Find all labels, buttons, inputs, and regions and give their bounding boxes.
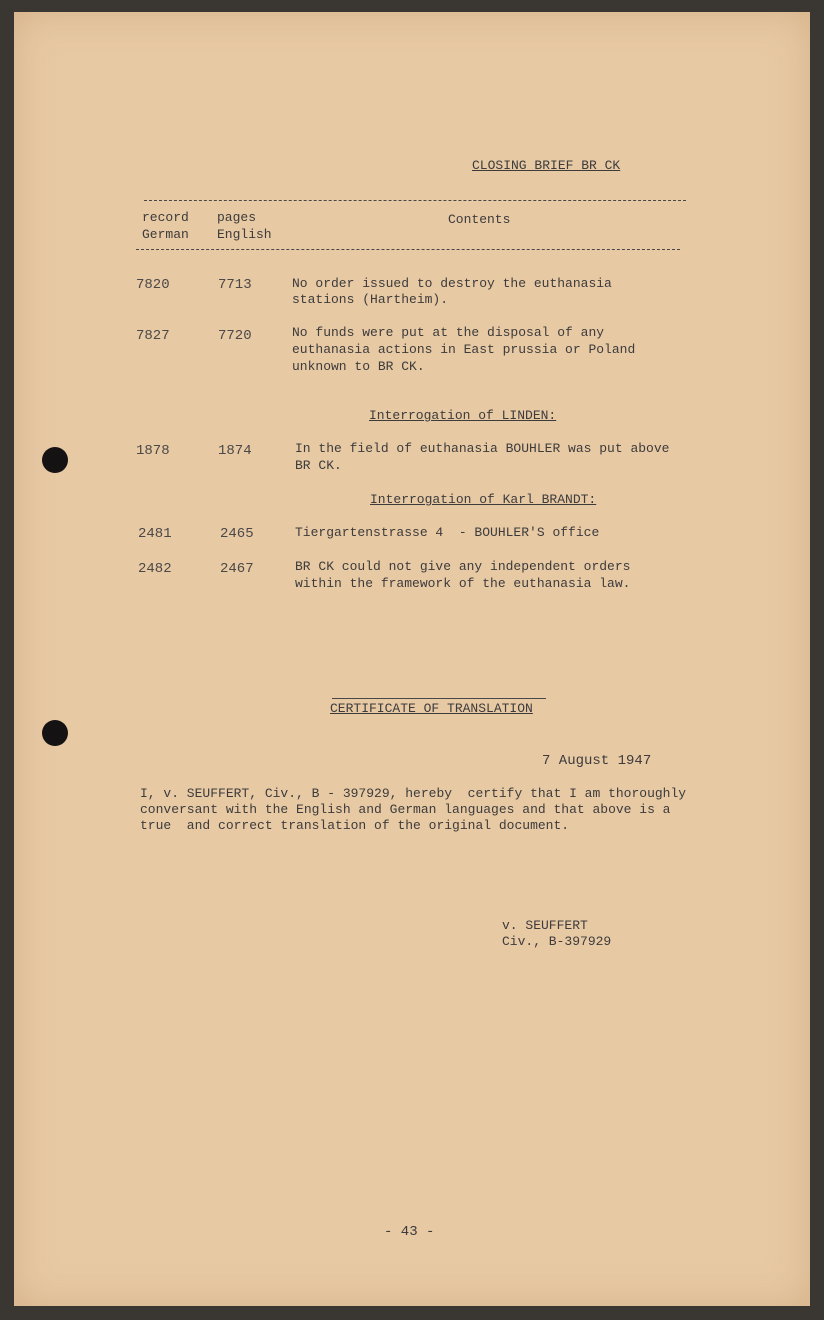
record-german: 7820 — [136, 277, 170, 293]
contents-line: within the framework of the euthanasia law. — [295, 576, 631, 591]
contents-line: stations (Hartheim). — [292, 292, 449, 307]
page-number: - 43 - — [384, 1224, 435, 1240]
contents-line: unknown to BR CK. — [292, 359, 425, 374]
page-english: 2467 — [220, 561, 254, 577]
divider — [332, 698, 546, 699]
divider — [136, 249, 680, 250]
contents-line: Tiergartenstrasse 4 - BOUHLER'S office — [295, 525, 600, 540]
certificate-date: 7 August 1947 — [542, 753, 652, 769]
page-english: 2465 — [220, 526, 254, 542]
signature-name: v. SEUFFERT — [502, 918, 588, 933]
column-header-pages: pages — [217, 210, 257, 225]
page-english: 7720 — [218, 328, 252, 344]
contents-line: euthanasia actions in East prussia or Poland — [292, 342, 636, 357]
column-header-german: German — [142, 227, 189, 242]
document-title: CLOSING BRIEF BR CK — [472, 158, 621, 173]
column-header-record: record — [142, 210, 189, 225]
page-english: 1874 — [218, 443, 252, 459]
certificate-body-line: I, v. SEUFFERT, Civ., B - 397929, hereby certify that I am thoroughly — [140, 786, 687, 801]
section-heading: Interrogation of LINDEN: — [369, 408, 557, 423]
punch-hole — [42, 720, 68, 746]
certificate-body-line: conversant with the English and German languages and that above is a — [140, 802, 671, 817]
record-german: 2482 — [138, 561, 172, 577]
punch-hole — [42, 447, 68, 473]
contents-line: No funds were put at the disposal of any — [292, 325, 605, 340]
page-english: 7713 — [218, 277, 252, 293]
contents-line: BR CK could not give any independent orders — [295, 559, 631, 574]
record-german: 1878 — [136, 443, 170, 459]
contents-line: BR CK. — [295, 458, 342, 473]
document-page — [14, 12, 810, 1306]
section-heading: Interrogation of Karl BRANDT: — [370, 492, 597, 507]
record-german: 2481 — [138, 526, 172, 542]
column-header-english: English — [217, 227, 272, 242]
column-header-contents: Contents — [448, 212, 511, 227]
divider — [144, 200, 686, 201]
certificate-body-line: true and correct translation of the original document. — [140, 818, 570, 833]
contents-line: In the field of euthanasia BOUHLER was put above — [295, 441, 670, 456]
record-german: 7827 — [136, 328, 170, 344]
signature-id: Civ., B-397929 — [502, 934, 612, 949]
certificate-heading: CERTIFICATE OF TRANSLATION — [330, 701, 533, 716]
contents-line: No order issued to destroy the euthanasia — [292, 276, 612, 291]
